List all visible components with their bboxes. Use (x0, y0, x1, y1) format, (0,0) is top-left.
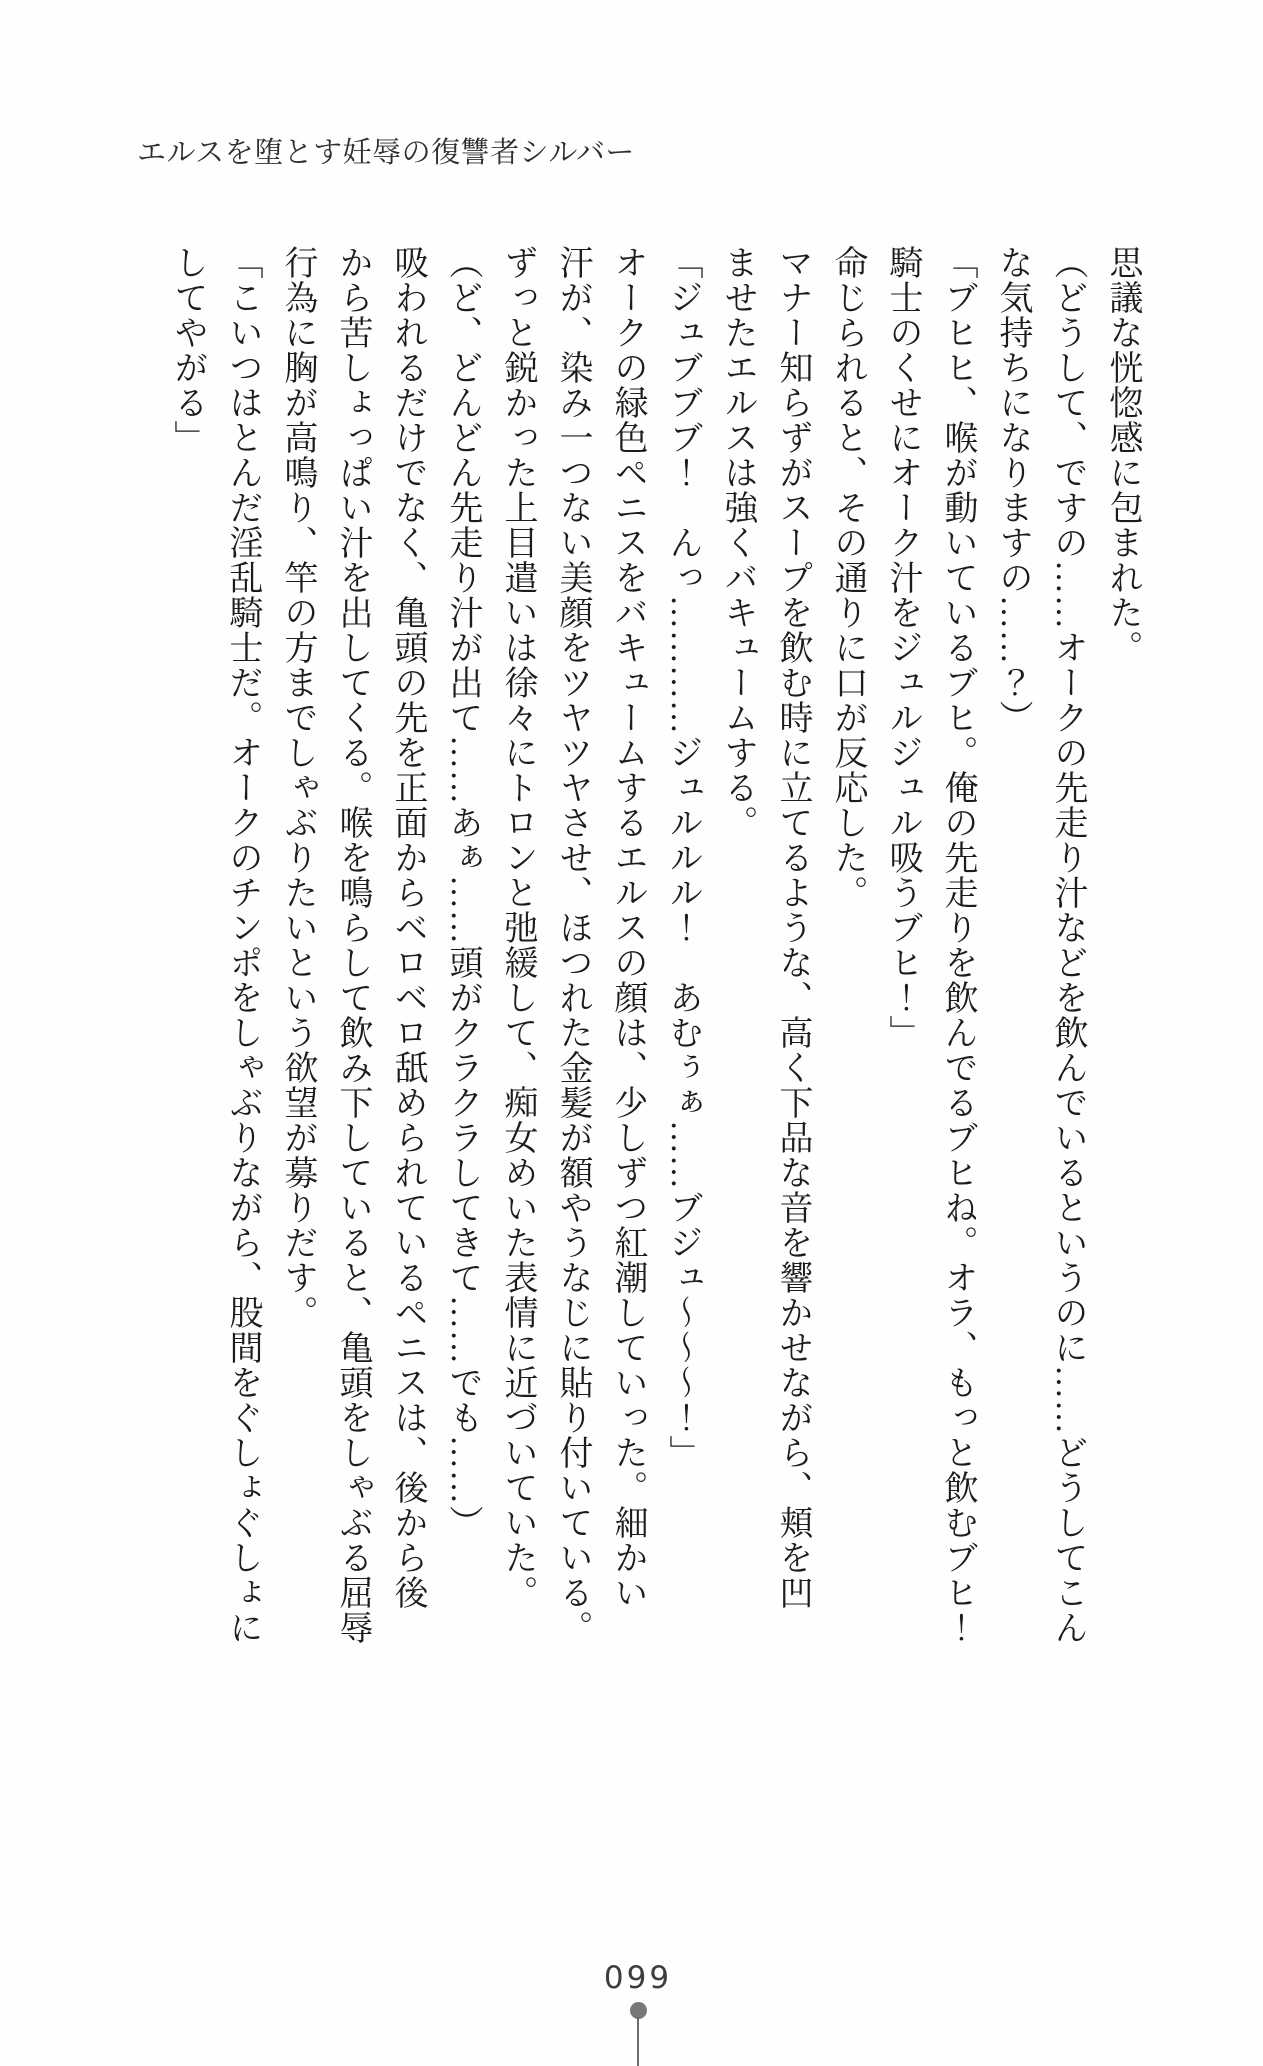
text-line: 汗が、染み一つない美顔をツヤツヤさせ、ほつれた金髪が額やうなじに貼り付いている。 (554, 245, 591, 1645)
text-line: から苦しょっぱい汁を出してくる。喉を鳴らして飲み下していると、亀頭をしゃぶる屈辱 (334, 245, 371, 1645)
running-title: エルスを堕とす妊辱の復讐者シルバー (137, 137, 635, 169)
text-line: 吸われるだけでなく、亀頭の先を正面からベロベロ舐められているペニスは、後から後 (389, 245, 426, 1610)
text-line: な気持ちになりますの……？） (994, 245, 1031, 735)
text-line: 騎士のくせにオーク汁をジュルジュル吸うブヒ！」 (884, 245, 921, 1050)
text-line: マナー知らずがスープを飲む時に立てるような、高く下品な音を響かせながら、頬を凹 (774, 245, 811, 1610)
text-line: 命じられると、その通りに口が反応した。 (829, 245, 866, 910)
main-text (160, 245, 1150, 1685)
text-line: （どうして、ですの……オークの先走り汁などを飲んでいるというのに……どうしてこん (1049, 245, 1086, 1645)
text-line: （ど、どんどん先走り汁が出て……あぁ……頭がクラクラしてきて……でも……） (444, 245, 481, 1540)
text-line: オークの緑色ペニスをバキュームするエルスの顔は、少しずつ紅潮していった。細かい (609, 245, 646, 1610)
text-line: 思議な恍惚感に包まれた。 (1104, 245, 1141, 665)
text-line: 行為に胸が高鳴り、竿の方までしゃぶりたいという欲望が募りだす。 (279, 245, 316, 1330)
text-line: 「ブヒヒ、喉が動いているブヒ。俺の先走りを飲んでるブヒね。オラ、もっと飲むブヒ！ (939, 245, 976, 1645)
text-line: ませたエルスは強くバキュームする。 (719, 245, 756, 840)
page-number: 099 (603, 1960, 673, 1996)
text-line: ずっと鋭かった上目遣いは徐々にトロンと弛緩して、痴女めいた表情に近づいていた。 (499, 245, 536, 1610)
text-line: 「ジュブブブ！ んっ…………ジュルルル！ あむぅぁ……ブジュ～～～！」 (664, 245, 701, 1470)
footer-line-ornament (637, 2017, 639, 2066)
text-line: 「こいつはとんだ淫乱騎士だ。オークのチンポをしゃぶりながら、股間をぐしょぐしょに (224, 245, 261, 1645)
text-line: してやがる」 (169, 245, 206, 455)
